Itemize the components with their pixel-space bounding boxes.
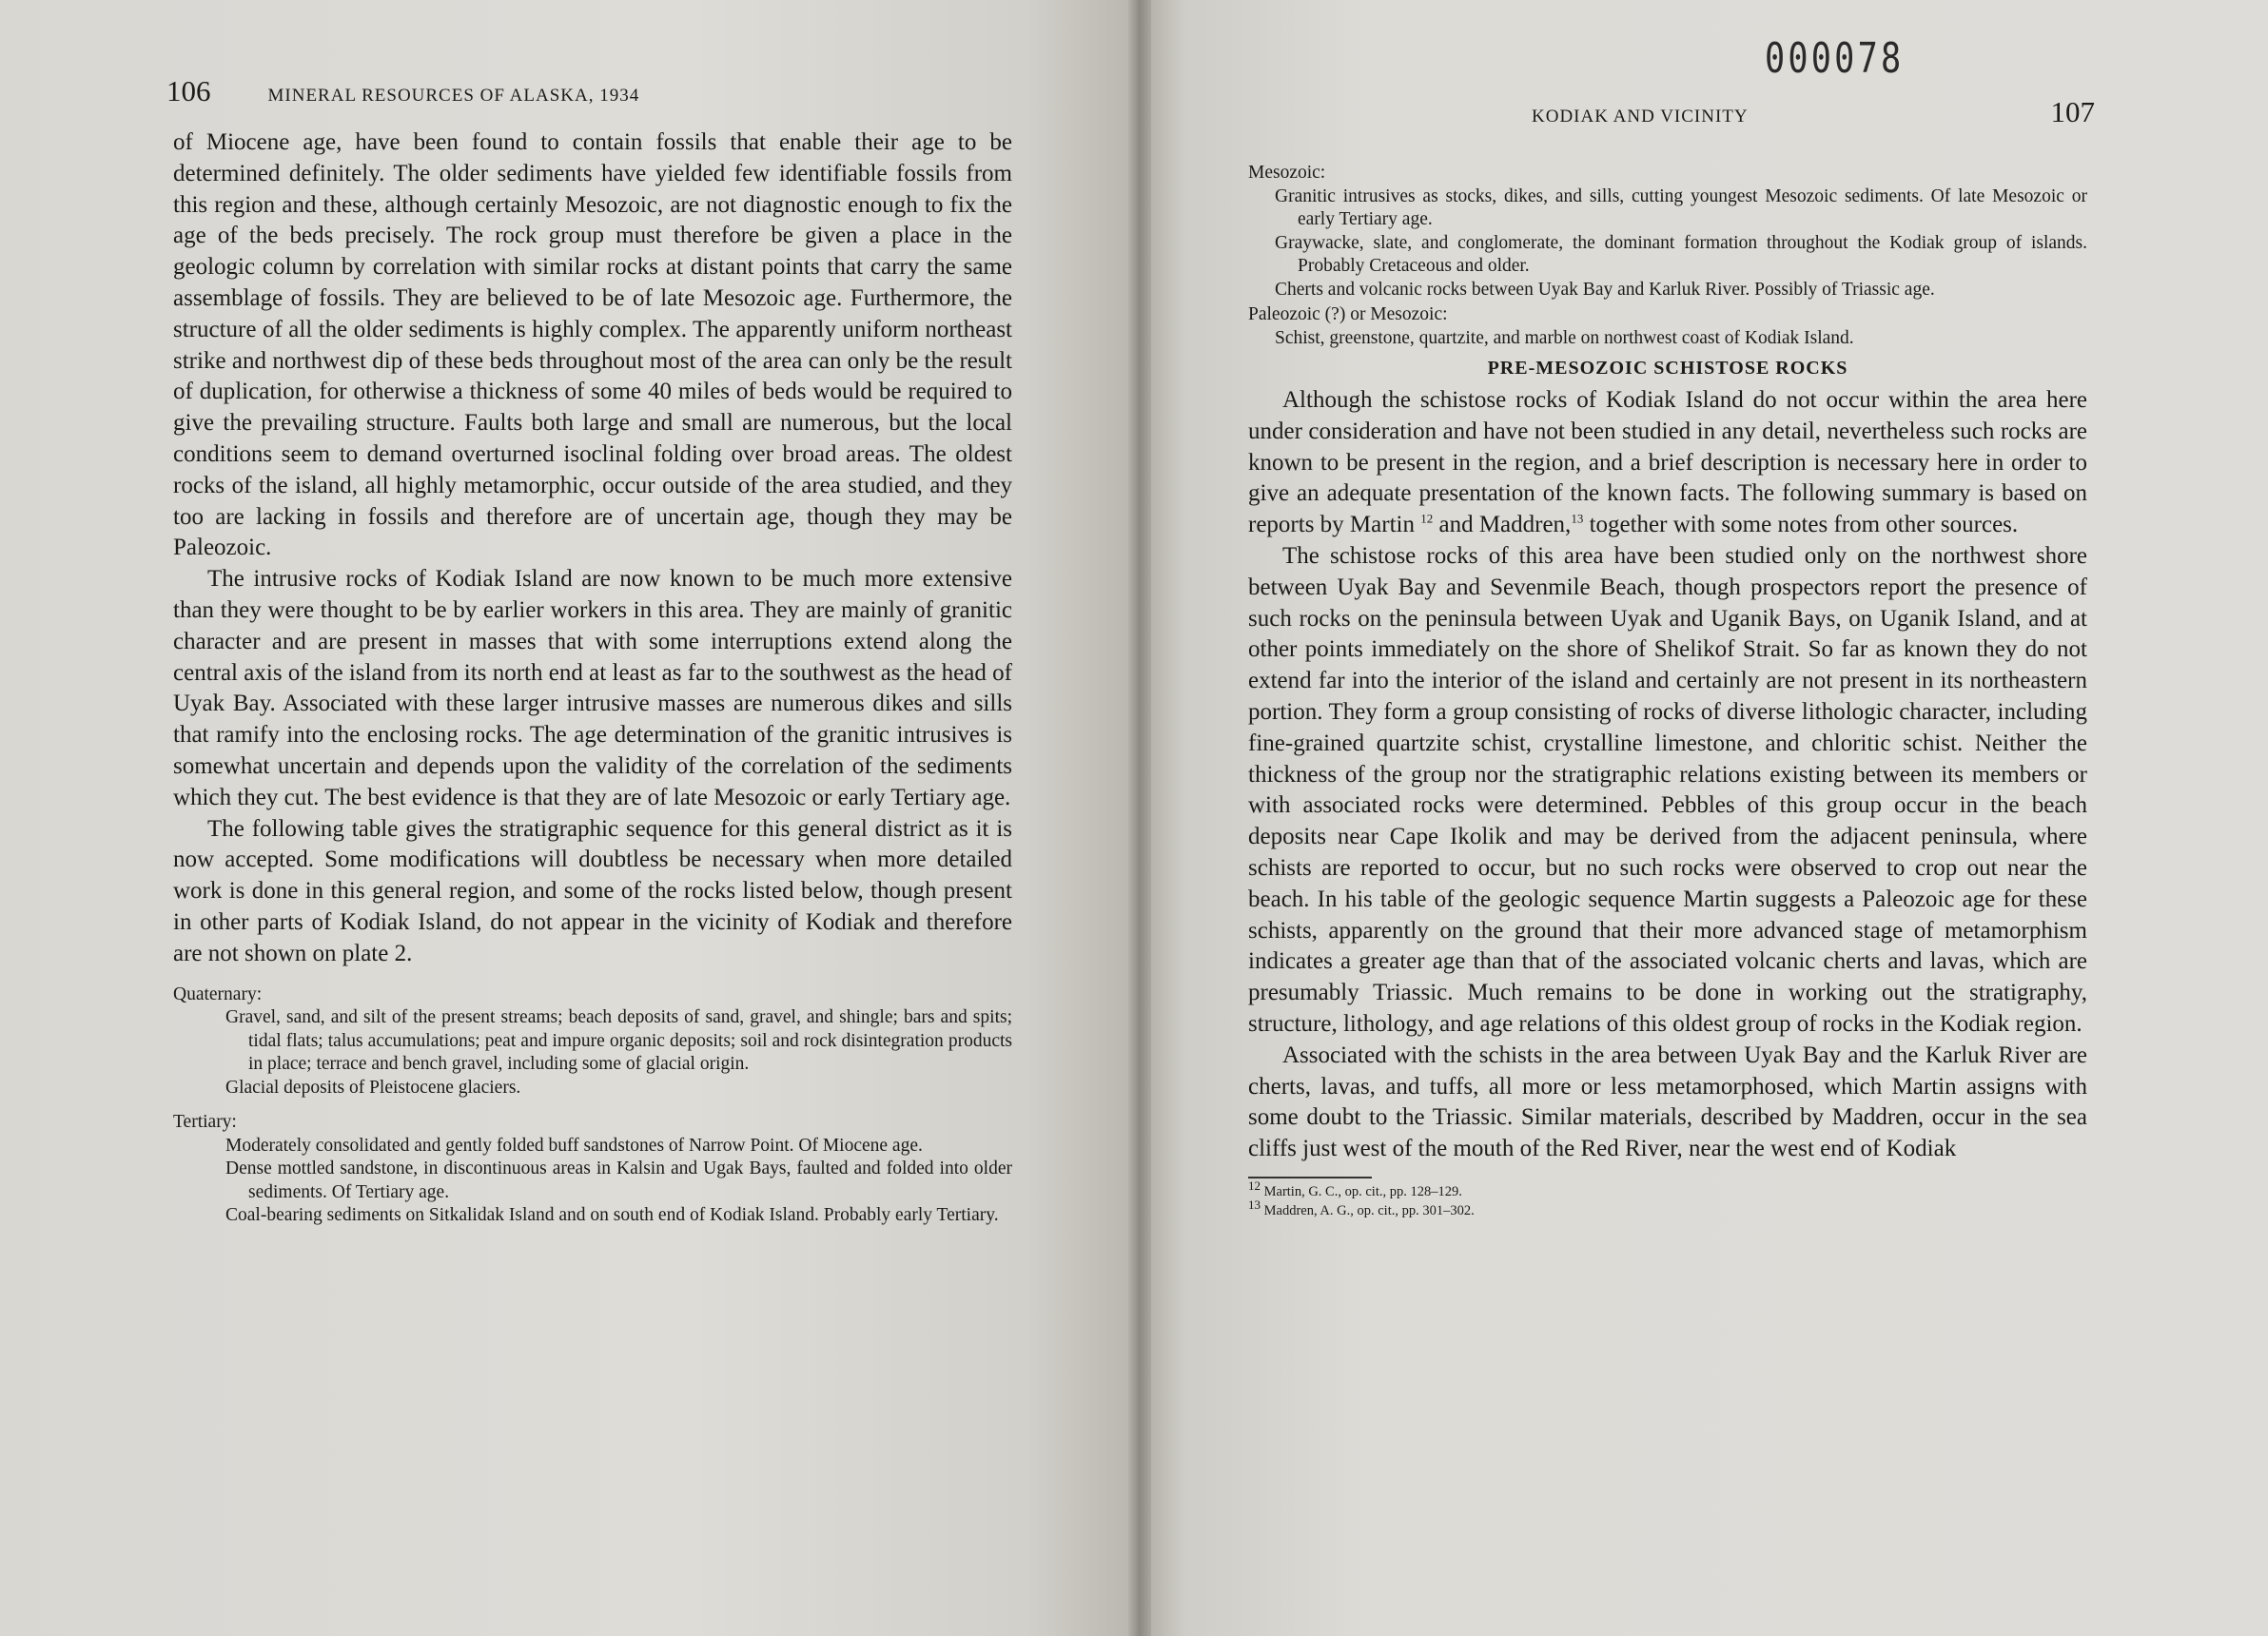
period-heading: Tertiary:: [173, 1112, 237, 1133]
paragraph: The following table gives the stratigraphic sequence for this general district as it is now accepted. Some modifications will doubtless be necessary when more detailed work is done in this general region, and some of the rocks listed below, though present in other parts of Kodiak Island, do not appear in the vicinity of Kodiak and therefore are not shown on plate 2.: [173, 815, 1012, 966]
left-running-title: MINERAL RESOURCES OF ALASKA, 1934: [267, 86, 640, 106]
right-page-number: 107: [2050, 95, 2095, 128]
strat-unit: Moderately consolidated and gently folded buff sandstones of Narrow Point. Of Miocene age.: [225, 1135, 923, 1156]
footnote-ref: 13: [1571, 511, 1584, 526]
book-gutter: [1128, 0, 1151, 1636]
right-text-column: [1248, 160, 2087, 1220]
footnote: [1248, 1198, 2087, 1220]
paragraph-text: and Maddren,: [1438, 512, 1572, 538]
left-running-head: [166, 74, 1023, 108]
paragraph: The intrusive rocks of Kodiak Island are now known to be much more extensive than they were thought to be by earlier workers in this area. They are mainly of granitic character and are present in masses that with some interruptions extend along the central axis of the island from its north end at least as far to the southwest as the head of Uyak Bay. Associated with these larger intrusive masses are numerous dikes and sills that ramify into the enclosing rocks. The age determination of the granitic intrusives is somewhat uncertain and depends upon the validity of the correlation of the sediments which they cut. The best evidence is that they are of late Mesozoic or early Tertiary age.: [173, 566, 1012, 810]
paragraph: Associated with the schists in the area between Uyak Bay and the Karluk River are cherts, lavas, and tuffs, all more or less metamorphosed, which Martin assigns with some doubt to the Triassic. Similar materials, described by Maddren, occur in the sea cliffs just west of the mouth of the Red River, near the west end of Kodiak: [1248, 1042, 2087, 1162]
paragraph: [1248, 385, 2087, 541]
stratigraphic-table: [173, 984, 1012, 1228]
paragraph: of Miocene age, have been found to contain fossils that enable their age to be determined definitely. The older sediments have yielded few identifiable fossils from this region and these, although certainly Mesozoic, are not diagnostic enough to fix the age of the beds precisely. The rock group must therefore be given a place in the geologic column by correlation with similar rocks at distant points that carry the same assemblage of fossils. They are believed to be of late Mesozoic age. Furthermore, the structure of all the older sediments is highly complex. The apparently uniform northeast strike and northwest dip of these beds throughout most of the area can only be the result of duplication, for otherwise a thickness of some 40 miles of beds would be required to give the prevailing structure. Faults both large and small are numerous, but the local conditions seem to demand overturned isoclinal folding over broad areas. The oldest rocks of the island, all highly metamorphic, occur outside of the area studied, and they too are lacking in fossils and therefore are of uncertain age, though they may be Paleozoic.: [173, 129, 1012, 561]
paragraph-text: Although the schistose rocks of Kodiak Island do not occur within the area here under consideration and have not been studied in any detail, nevertheless such rocks are known to be present in the region, and a brief description is necessary here in order to give an adequate presentation of the known facts. The following summary is based on reports by Martin: [1248, 387, 2087, 538]
footnote-mark: 13: [1248, 1198, 1261, 1213]
paragraph-text: together with some notes from other sources.: [1589, 512, 2019, 538]
strat-unit: Schist, greenstone, quartzite, and marble on northwest coast of Kodiak Island.: [1275, 327, 1854, 348]
footnote-ref: 12: [1420, 511, 1434, 526]
period-heading: Paleozoic (?) or Mesozoic:: [1248, 304, 1448, 324]
footnote-text: Maddren, A. G., op. cit., pp. 301–302.: [1263, 1202, 1475, 1218]
footnote: [1248, 1178, 2087, 1201]
footnote-text: Martin, G. C., op. cit., pp. 128–129.: [1263, 1183, 1462, 1199]
footnote-divider: [1248, 1177, 1372, 1178]
strat-unit: Dense mottled sandstone, in discontinuous areas in Kalsin and Ugak Bays, faulted and folded into older sediments. Of Tertiary age.: [225, 1159, 1012, 1202]
page-stamp-number: 000078: [1765, 34, 1905, 83]
strat-unit: Gravel, sand, and silt of the present streams; beach deposits of sand, gravel, and shingle; bars and spits; tidal flats; talus accumulations; peat and impure organic deposits; soil and rock disintegration products in place; terrace and bench gravel, including some of glacial origin.: [225, 1007, 1012, 1075]
stratigraphic-table-continued: [1248, 162, 2087, 350]
paragraph: The schistose rocks of this area have been studied only on the northwest shore between Uyak Bay and Sevenmile Beach, though prospectors report the presence of such rocks on the peninsula between Uyak and Uganik Bays, on Uganik Island, and at other points immediately on the shore of Shelikof Strait. So far as known they do not extend far into the interior of the island and certainly are not present in its northeastern portion. They form a group consisting of rocks of diverse lithologic character, including fine-grained quartzite schist, crystalline limestone, and chloritic schist. Neither the thickness of the group nor the stratigraphic relations existing between its members or with associated rocks were determined. Pebbles of this group occur in the beach deposits near Cape Ikolik and may be derived from the adjacent peninsula, where schists are reported to occur, but no such rocks were observed to crop out near the beach. In his table of the geologic sequence Martin suggests a Paleozoic age for these schists, apparently on the ground that their more advanced stage of metamorphism indicates a greater age than that of the associated volcanic cherts and lavas, which are presumably Triassic. Much remains to be done in working out the stratigraphy, structure, lithology, and age relations of this oldest group of rocks in the Kodiak region.: [1248, 542, 2087, 1037]
footnote-mark: 12: [1248, 1178, 1261, 1194]
strat-unit: Cherts and volcanic rocks between Uyak Bay and Karluk River. Possibly of Triassic age.: [1275, 279, 1935, 300]
strat-unit: Glacial deposits of Pleistocene glaciers.: [225, 1077, 521, 1098]
strat-unit: Coal-bearing sediments on Sitkalidak Island and on south end of Kodiak Island. Probably early Tertiary.: [225, 1205, 999, 1226]
left-page-number: 106: [166, 74, 211, 107]
period-heading: Quaternary:: [173, 984, 263, 1004]
section-title: PRE-MESOZOIC SCHISTOSE ROCKS: [1487, 358, 1848, 379]
period-heading: Mesozoic:: [1248, 163, 1326, 183]
strat-unit: Graywacke, slate, and conglomerate, the dominant formation throughout the Kodiak group of islands. Probably Cretaceous and older.: [1275, 232, 2087, 276]
right-running-head: [1532, 95, 2095, 129]
right-running-title: KODIAK AND VICINITY: [1532, 107, 1749, 127]
strat-unit: Granitic intrusives as stocks, dikes, and sills, cutting youngest Mesozoic sediments. Of late Mesozoic or early Tertiary age.: [1275, 185, 2087, 229]
left-text-column: [173, 127, 1012, 1228]
